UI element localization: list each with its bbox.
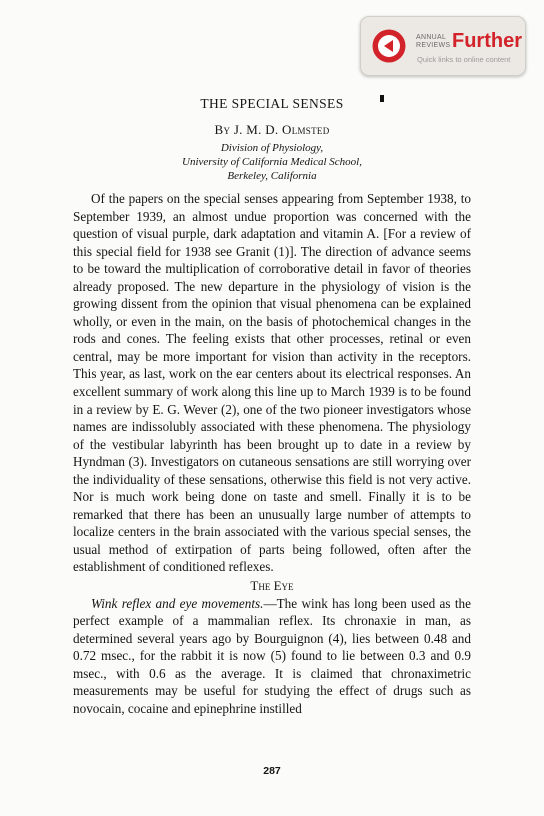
play-arrow-icon	[371, 28, 407, 64]
byline-prefix: By	[214, 122, 234, 137]
article-body	[73, 190, 471, 717]
affiliation-line-1: Division of Physiology,	[220, 142, 324, 154]
article-title: THE SPECIAL SENSES	[200, 96, 344, 111]
author-byline	[0, 122, 544, 138]
affiliation-line-3: Berkeley, California	[227, 170, 317, 182]
further-links-badge[interactable]	[360, 16, 526, 76]
section-heading: The Eye	[250, 578, 294, 594]
page-number: 287	[263, 765, 281, 777]
further-subtitle: Quick links to online content	[417, 55, 511, 64]
further-title: Further	[452, 30, 522, 52]
affiliation-line-2: University of California Medical School,	[182, 156, 362, 168]
author-name: J. M. D. Olmsted	[233, 122, 330, 137]
paragraph-text: —The wink has long been used as the perfect example of a mammalian reflex. Its chronaxie in man, as determined several years ago by Bourguignon (4), lies between 0.48 and 0.72 msec., for the rabbit it is now (5) found to lie between 0.3 and 0.9 msec., with 0.6 as the average. It is claimed that chronaximetric measurements may be useful for studying the effect of drugs such as novocain, cocaine and epinephrine instilled	[73, 595, 471, 716]
paragraph-wink-reflex	[73, 595, 471, 718]
paragraph-lead: Wink reflex and eye movements.	[91, 595, 264, 611]
paragraph-intro: Of the papers on the special senses appearing from September 1938, to September 1939, an almost undue proportion was concerned with the question of visual purple, dark adaptation and vitamin A. [For a review of this special field for 1938 see Granit (1)]. The direction of advance seems to be toward the multiplication of corroborative detail in favor of theories already proposed. The new departure in the physiology of vision is the growing dissent from the opinion that visual phenomena can be explained wholly, or even in the main, on the basis of photochemical changes in the rods and cones. The feeling exists that other processes, retinal or even central, may be more important for vision than activity in the receptors. This year, as last, work on the ear centers about its electrical responses. An excellent summary of work along this line up to March 1939 is to be found in a review by E. G. Wever (2), one of the two pioneer investigators whose names are indissolubly associated with these phenomena. The physiology of the vestibular labyrinth has been brought up to date in a review by Hyndman (3). Investigators on cutaneous sensations are still worrying over the individuality of these sensations, otherwise this field is not very active. Nor is much work being done on taste and smell. Finally it is to be remarked that there has been an unusually large number of attempts to localize centers in the brain associated with the various special senses, the usual method of extirpation of parts being followed, often after the establishment of conditioned reflexes.	[73, 191, 471, 575]
annual-reviews-label: ANNUAL REVIEWS	[416, 34, 451, 49]
